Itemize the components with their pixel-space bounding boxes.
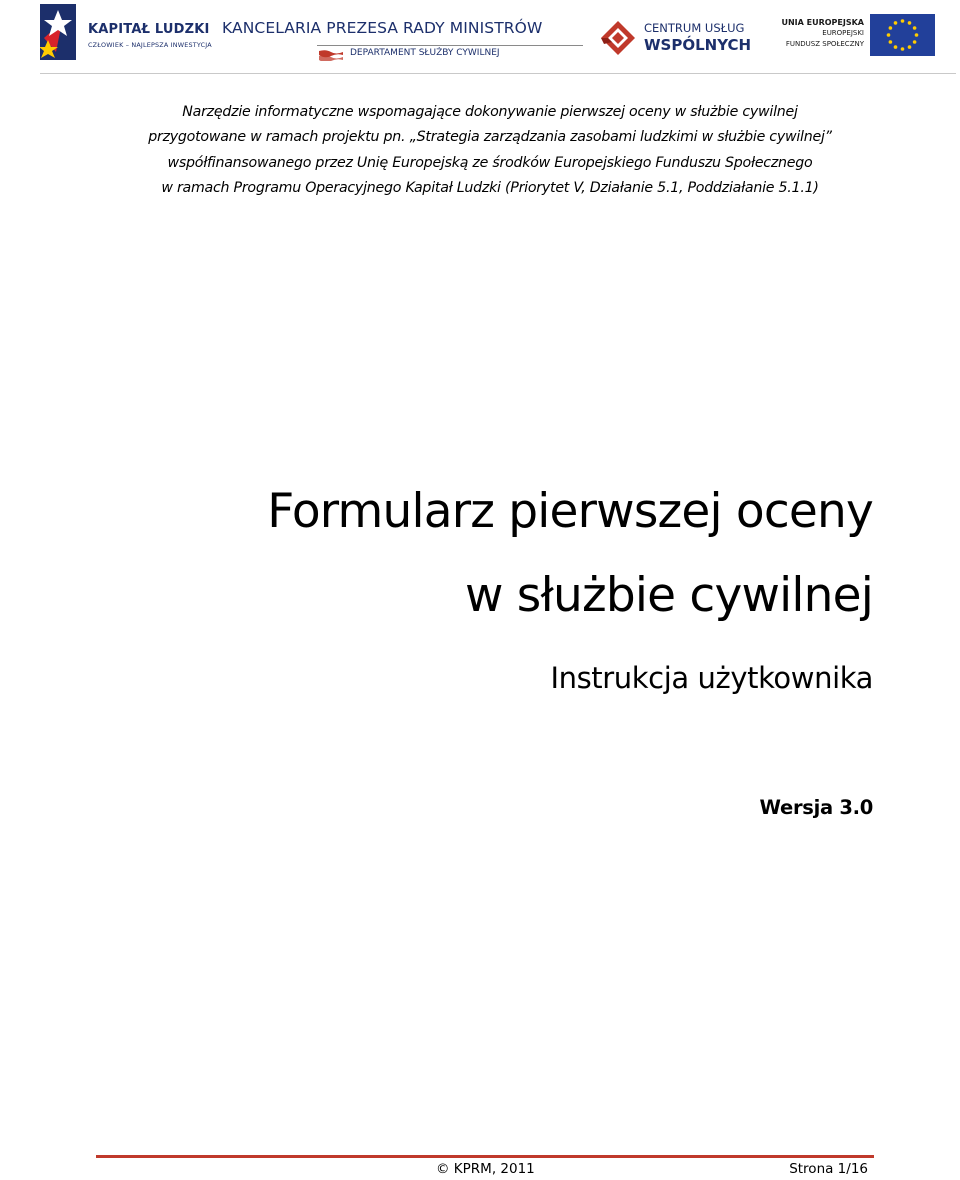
intro-line: współfinansowanego przez Unię Europejską ze środków Europejskiego Funduszu Społecznego bbox=[167, 154, 813, 171]
footer-divider bbox=[96, 1155, 874, 1158]
kapital-ludzki-tagline: CZŁOWIEK – NAJLEPSZA INWESTYCJA bbox=[88, 41, 212, 49]
polish-flag-icon bbox=[318, 49, 344, 61]
logo-bar bbox=[0, 0, 960, 72]
document-subtitle: Instrukcja użytkownika bbox=[550, 661, 873, 695]
intro-line: przygotowane w ramach projektu pn. „Strategia zarządzania zasobami ludzkimi w służbie cywilnej” bbox=[148, 129, 832, 146]
eu-flag-icon bbox=[870, 14, 935, 56]
kprm-divider bbox=[317, 45, 583, 46]
footer-copyright: © KPRM, 2011 bbox=[436, 1161, 535, 1177]
document-title-line2: w służbie cywilnej bbox=[464, 568, 873, 623]
header-divider bbox=[40, 73, 956, 74]
eu-line1: UNIA EUROPEJSKA bbox=[781, 18, 864, 27]
footer-page-number: Strona 1/16 bbox=[789, 1161, 868, 1177]
eu-logo bbox=[772, 12, 937, 58]
kprm-title: KANCELARIA PREZESA RADY MINISTRÓW bbox=[222, 19, 543, 37]
project-intro bbox=[80, 100, 900, 201]
eu-line3: FUNDUSZ SPOŁECZNY bbox=[785, 40, 864, 48]
kapital-ludzki-logo bbox=[40, 4, 220, 60]
kprm-department: DEPARTAMENT SŁUŻBY CYWILNEJ bbox=[350, 48, 500, 58]
document-title-line1: Formularz pierwszej oceny bbox=[267, 484, 873, 539]
kapital-ludzki-title: KAPITAŁ LUDZKI bbox=[88, 22, 210, 37]
kapital-ludzki-logo-icon bbox=[40, 4, 76, 60]
intro-line: Narzędzie informatyczne wspomagające dokonywanie pierwszej oceny w służbie cywilnej bbox=[182, 104, 798, 120]
cuw-logo-icon bbox=[600, 20, 636, 56]
intro-line: w ramach Programu Operacyjnego Kapitał Ludzki (Priorytet V, Działanie 5.1, Poddziałanie 5.1.1) bbox=[161, 179, 819, 196]
eu-line2: EUROPEJSKI bbox=[822, 29, 864, 37]
cuw-logo bbox=[600, 18, 750, 58]
kprm-logo bbox=[222, 14, 584, 64]
document-version: Wersja 3.0 bbox=[759, 796, 873, 819]
cuw-line1: CENTRUM USŁUG bbox=[644, 21, 745, 35]
cuw-line2: WSPÓLNYCH bbox=[644, 36, 752, 54]
